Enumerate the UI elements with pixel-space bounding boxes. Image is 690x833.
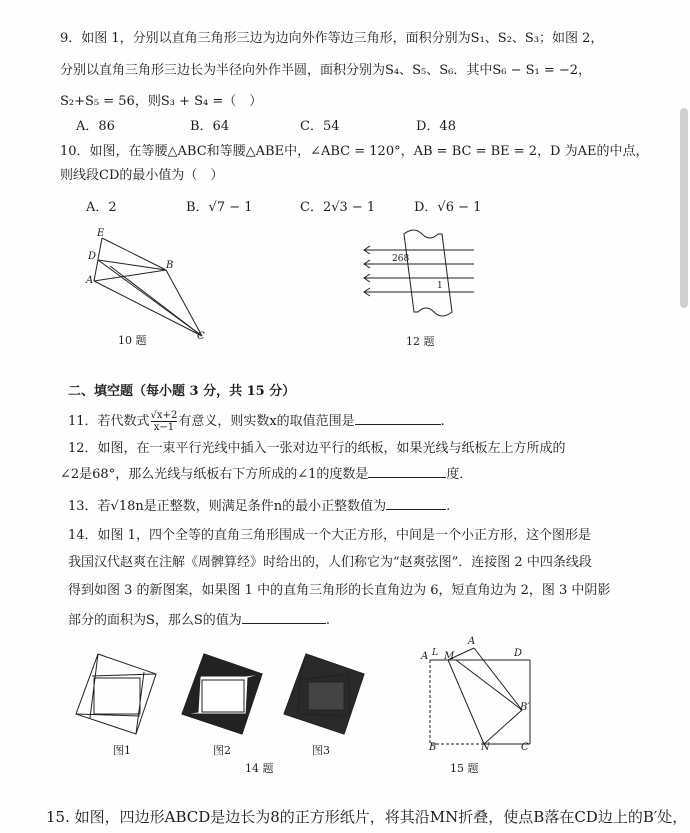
q11-text-before: 11．若代数式 <box>68 414 150 429</box>
q9-line2: 分别以直角三角形三边长为半径向外作半圆，面积分别为S₄、S₅、S₆．其中S₆ − S₁ = −2， <box>60 63 592 78</box>
q12-text-before: ∠2是68°，那么光线与纸板右下方所成的∠1的度数是 <box>60 467 369 482</box>
q12-line1: 12．如图，在一束平行光线中插入一张对边平行的纸板，如果光线与纸板左上方所成的 <box>68 441 566 456</box>
fig15-label-a: A <box>421 651 429 662</box>
q14-line3: 得到如图 3 的新图案，如果图 1 中的直角三角形的长直角边为 6，短直角边为 2，图 3 中阴影 <box>68 583 611 598</box>
q14-line4 <box>68 611 330 630</box>
scrollbar-thumb[interactable] <box>680 108 688 308</box>
q11-fraction-den: x−1 <box>153 422 175 433</box>
q11-answer-blank <box>355 412 441 425</box>
q14-answer-blank <box>242 611 326 624</box>
fig15-label-d: D <box>514 648 523 659</box>
fig12-caption: 12 题 <box>406 335 435 348</box>
q10-option-b: B．√7 − 1 <box>186 200 253 215</box>
section2-heading: 二、填空题（每小题 3 分，共 15 分） <box>68 384 296 399</box>
fig15-label-a-prime: A <box>468 636 476 647</box>
fig15-label-b-prime: B′ <box>520 702 530 713</box>
q11-fraction-num: √x+2 <box>150 410 178 421</box>
q12-line2 <box>60 465 472 484</box>
fig10-label-c: C <box>197 331 205 342</box>
fig12-angle1-label: 1 <box>437 281 443 291</box>
figure-14-diagram-3 <box>278 652 368 736</box>
fig14-caption-3: 图3 <box>312 744 330 757</box>
q10-line1: 10．如图，在等腰△ABC和等腰△ABE中，∠ABC = 120°，AB = BC = BE = 2，D 为AE的中点， <box>60 144 649 159</box>
q9-line3: S₂+S₅ = 56，则S₃ + S₄ =（ ） <box>60 94 263 109</box>
q10-line2: 则线段CD的最小值为（ ） <box>60 168 224 183</box>
vertical-scrollbar[interactable] <box>680 108 688 308</box>
fig15-label-l: L <box>432 648 438 658</box>
fig12-angle2-label: 268 <box>392 254 410 264</box>
figure-14-diagram-2 <box>176 652 266 736</box>
fig10-label-b: B <box>166 260 174 271</box>
fig14-caption: 14 题 <box>245 762 274 775</box>
q9-option-a: A．86 <box>76 119 115 134</box>
q13-answer-blank <box>386 497 446 510</box>
q9-option-b: B．64 <box>190 119 230 134</box>
figure-10-triangles <box>80 228 220 348</box>
q14-line1: 14．如图 1，四个全等的直角三角形围成一个大正方形，中间是一个小正方形，这个图形是 <box>68 528 591 543</box>
fig10-label-a: A <box>86 275 94 286</box>
q9-line1: 9．如图 1，分别以直角三角形三边为边向外作等边三角形，面积分别为S₁、S₂、S₃；如图 2， <box>60 31 604 46</box>
q14-text-before: 部分的面积为S，那么S的值为 <box>68 613 242 628</box>
q11-fraction <box>151 410 178 433</box>
fig10-label-d: D <box>88 251 97 262</box>
q14-line2: 我国汉代赵爽在注解《周髀算经》时给出的，人们称它为“赵爽弦图”．连接图 2 中四条线段 <box>68 555 592 570</box>
fig15-label-m: M <box>444 651 455 662</box>
q12-text-after: 度． <box>446 467 473 482</box>
q14-end: . <box>325 613 330 628</box>
fig15-label-b: B <box>429 742 437 753</box>
fig15-label-n: N <box>481 742 490 753</box>
fig14-caption-1: 图1 <box>113 744 131 757</box>
q13-line <box>68 497 450 516</box>
q11-line <box>68 410 445 433</box>
fig14-caption-2: 图2 <box>213 744 231 757</box>
q10-option-c: C．2√3 − 1 <box>300 200 376 215</box>
q9-option-d: D．48 <box>416 119 456 134</box>
q13-text-before: 13．若√18n是正整数，则满足条件n的最小正整数值为 <box>68 499 387 514</box>
q11-text-after: 有意义，则实数x的取值范围是 <box>178 414 355 429</box>
fig10-caption: 10 题 <box>118 334 147 347</box>
fig10-label-e: E <box>97 228 105 239</box>
q15-line1: 15. 如图，四边形ABCD是边长为8的正方形纸片，将其沿MN折叠，使点B落在CD边上的B′处， <box>46 808 688 826</box>
q9-option-c: C．54 <box>300 119 340 134</box>
q10-option-a: A．2 <box>86 200 117 215</box>
fig15-label-c: C <box>521 742 529 753</box>
figure-12-light-rays <box>356 224 476 324</box>
q10-option-d: D．√6 − 1 <box>414 200 482 215</box>
q12-answer-blank <box>368 465 446 478</box>
fig15-caption: 15 题 <box>450 762 479 775</box>
figure-14-diagram-1 <box>70 652 160 736</box>
q11-end: . <box>440 414 445 429</box>
q13-end: . <box>446 499 451 514</box>
